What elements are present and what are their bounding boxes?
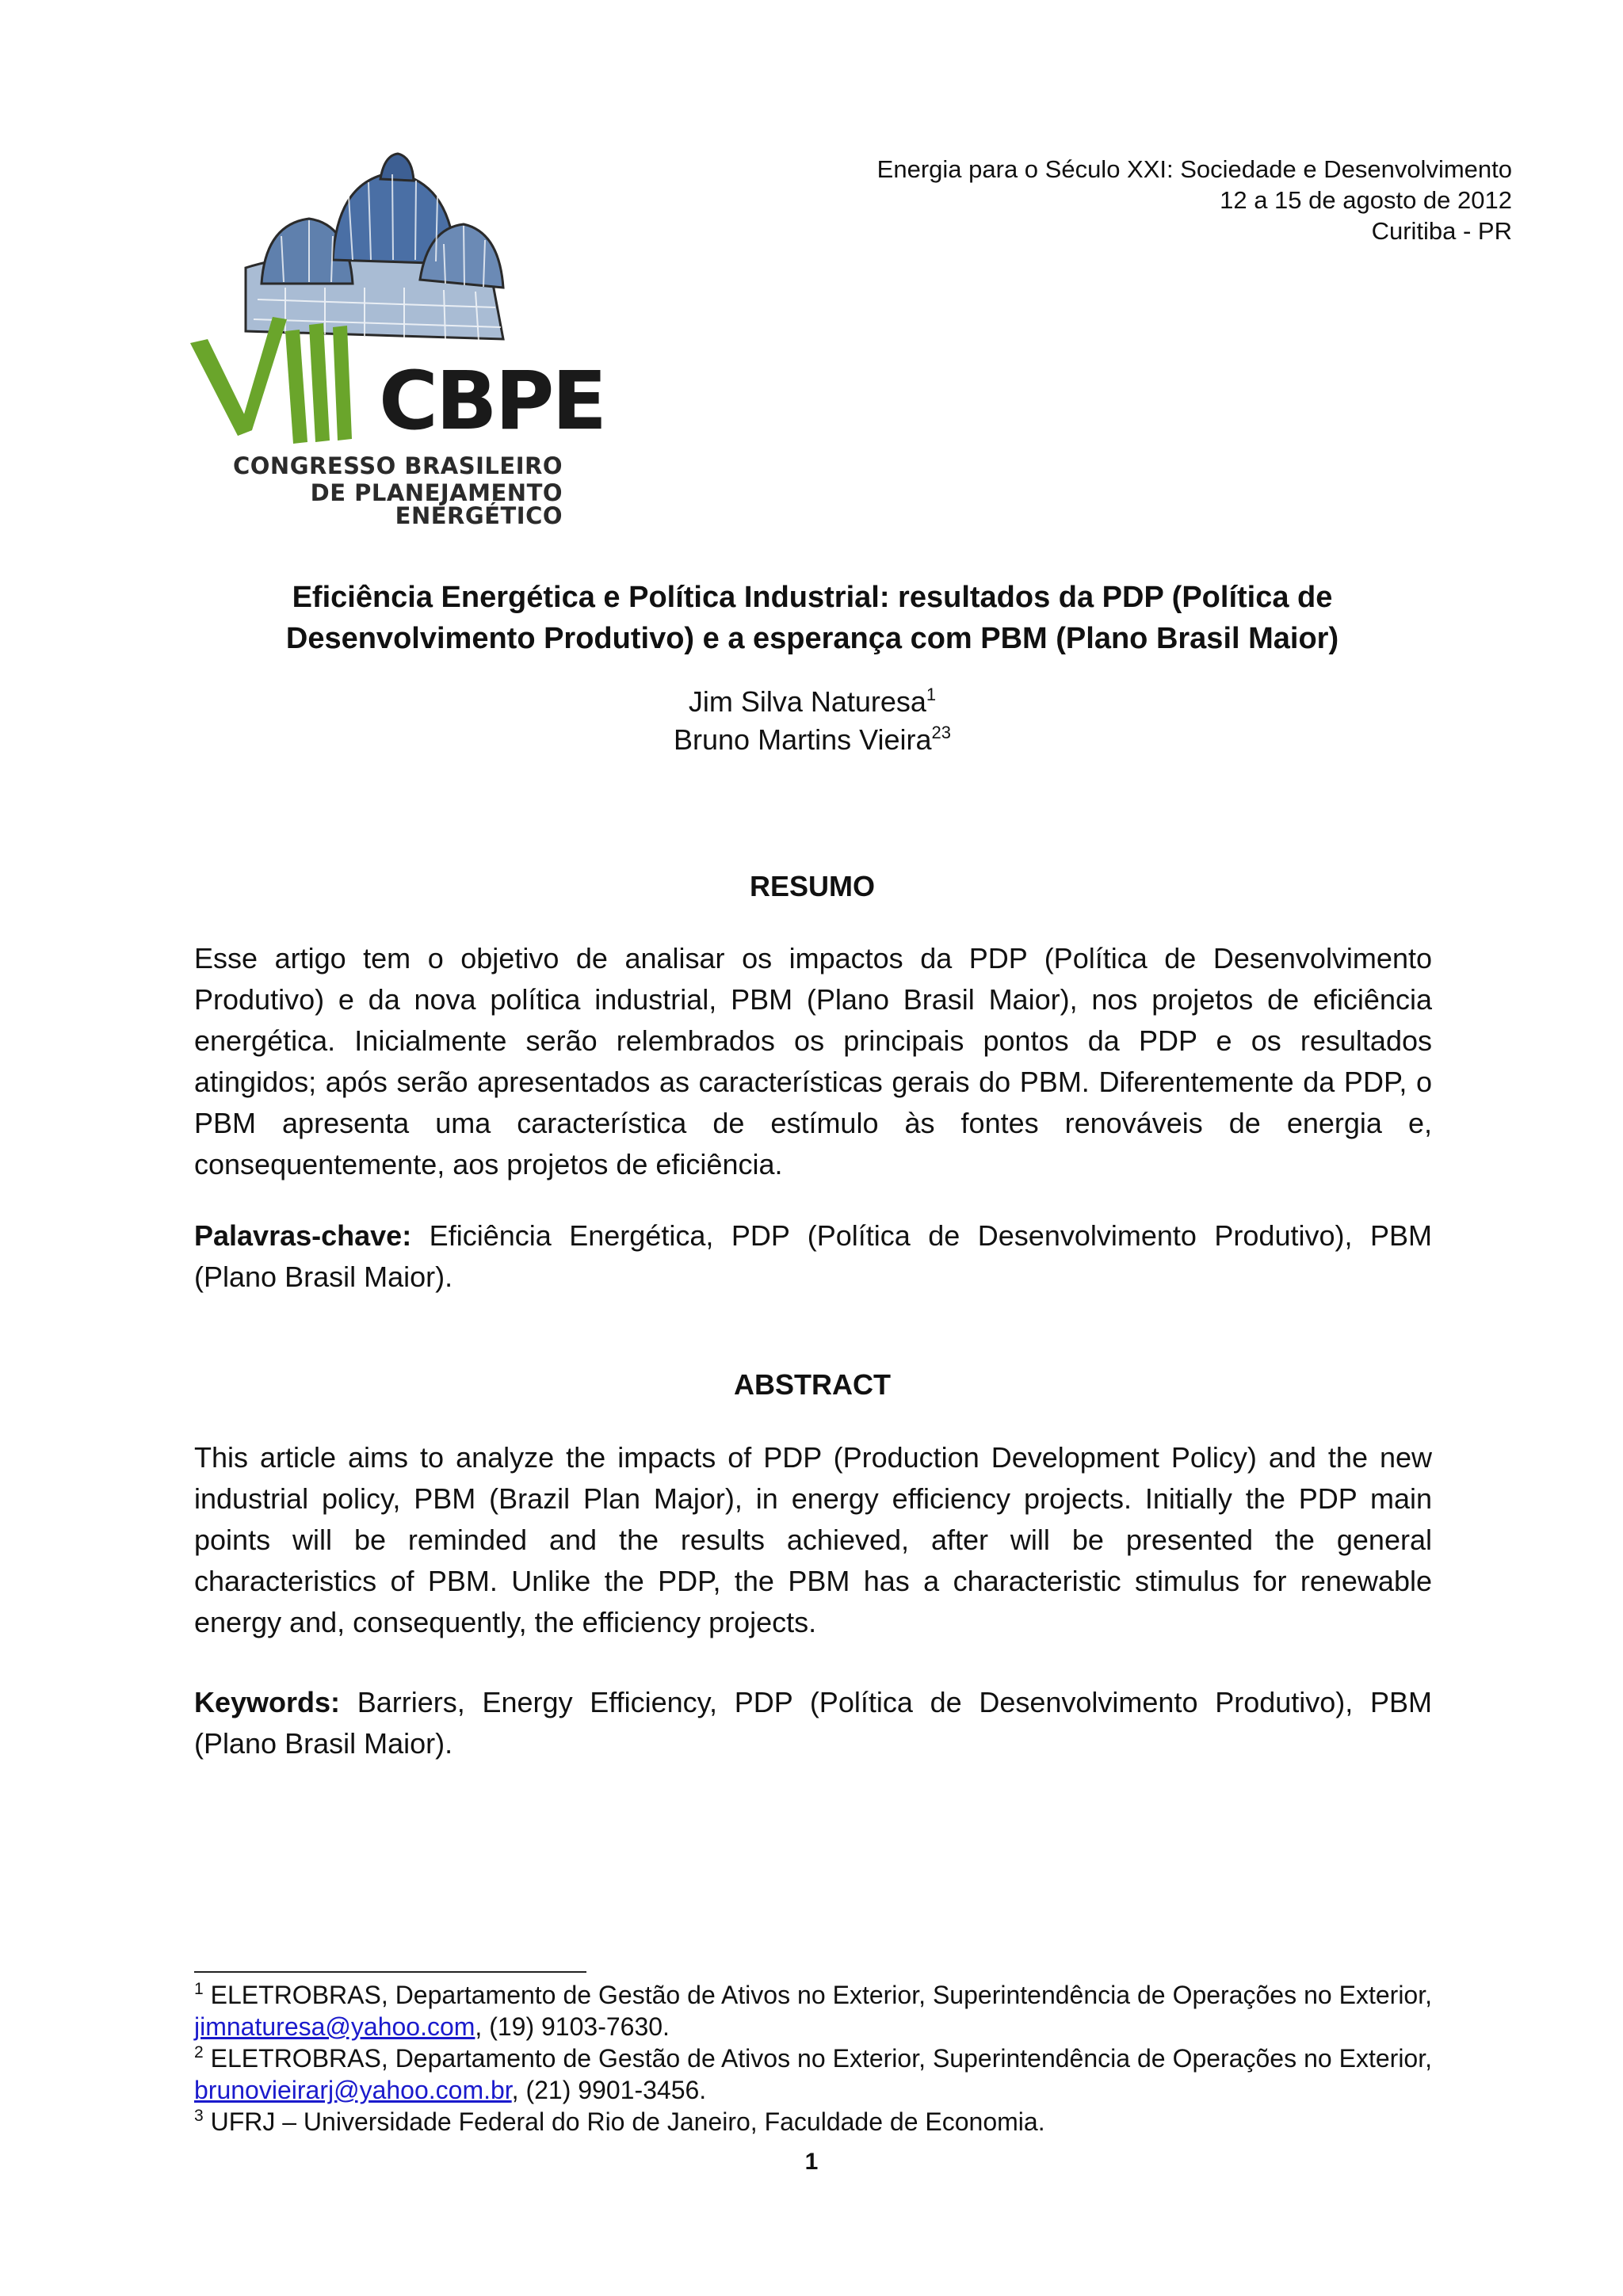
footnote-mark: 3 <box>194 2107 204 2125</box>
paper-title <box>194 577 1430 659</box>
author-name: Jim Silva Naturesa <box>688 685 926 718</box>
author-1 <box>194 683 1430 721</box>
footnote-mark: 2 <box>194 2043 204 2061</box>
footnote-mark: 1 <box>194 1980 204 1998</box>
footnote-3: $^3$ UFRJ – Universidade Federal do Rio de Janeiro, Faculdade de Economia. <box>194 2107 1045 2136</box>
conference-info <box>877 154 1512 246</box>
author-footnote-mark: 23 <box>931 723 951 742</box>
paper-title-line2: Desenvolvimento Produtivo) e a esperança com PBM (Plano Brasil Maior) <box>285 622 1339 655</box>
footnotes <box>194 1979 1432 2138</box>
logo-wordmark: CBPE <box>379 354 605 448</box>
paper-title-line1: Eficiência Energética e Política Industrial: resultados da PDP (Política de <box>292 581 1333 614</box>
page-number: 1 <box>804 2149 819 2175</box>
keywords-label: Keywords: <box>194 1686 341 1718</box>
cbpe-logo <box>190 149 605 529</box>
keywords-text: Eficiência Energética, PDP (Política de Desenvolvimento Produtivo), PBM (Plano Brasil Maior). <box>194 1219 1432 1293</box>
logo-subtitle-line2: DE PLANEJAMENTO ENERGÉTICO <box>310 479 563 529</box>
footnote-2: $^2$ ELETROBRAS, Departamento de Gestão de Ativos no Exterior, Superintendência de Operações no Exterior, brunovieirarj@yahoo.com.br, (21) 9901-3456. <box>194 2043 1432 2104</box>
conference-dates: 12 a 15 de agosto de 2012 <box>1220 186 1512 214</box>
conference-location: Curitiba - PR <box>1371 217 1512 245</box>
keywords-text: Barriers, Energy Efficiency, PDP (Política de Desenvolvimento Produtivo), PBM (Plano Brasil Maior). <box>194 1686 1432 1760</box>
resumo-keywords <box>194 1215 1432 1298</box>
email-link[interactable]: brunovieirarj@yahoo.com.br <box>194 2076 512 2104</box>
email-link[interactable]: jimnaturesa@yahoo.com <box>194 2012 475 2041</box>
keywords-label: Palavras-chave: <box>194 1219 412 1252</box>
abstract-keywords <box>194 1682 1432 1764</box>
footnote-1: $^1$ ELETROBRAS, Departamento de Gestão de Ativos no Exterior, Superintendência de Operações no Exterior, jimnaturesa@yahoo.com, (19) 9103-7630. <box>194 1980 1432 2041</box>
resumo-body: Esse artigo tem o objetivo de analisar os impactos da PDP (Política de Desenvolvimento Produtivo) e da nova política industrial, PBM (Plano Brasil Maior), nos projetos de eficiência energética. Inicialmente serão relembrados os principais pontos da PDP e os resultados atingidos; após serão apresentados as características gerais do PBM. Diferentemente da PDP, o PBM apresenta uma característica de estímulo às fontes renováveis de energia e, consequentemente, aos projetos de eficiência. <box>194 942 1432 1180</box>
author-footnote-mark: 1 <box>926 685 937 704</box>
conference-theme: Energia para o Século XXI: Sociedade e Desenvolvimento <box>876 155 1512 183</box>
author-2 <box>194 721 1430 759</box>
logo-subtitle-line1: CONGRESSO BRASILEIRO <box>233 452 563 479</box>
resumo-heading: RESUMO <box>749 870 875 902</box>
author-list <box>194 683 1430 759</box>
footnote-separator <box>194 1971 586 1973</box>
author-name: Bruno Martins Vieira <box>674 723 932 756</box>
abstract-body: This article aims to analyze the impacts of PDP (Production Development Policy) and the new industrial policy, PBM (Brazil Plan Major), in energy efficiency projects. Initially the PDP main points will be reminded and the results achieved, after will be presented the general characteristics of PBM. Unlike the PDP, the PBM has a characteristic stimulus for renewable energy and, consequently, the efficiency projects. <box>194 1441 1432 1638</box>
abstract-heading: ABSTRACT <box>734 1368 891 1401</box>
